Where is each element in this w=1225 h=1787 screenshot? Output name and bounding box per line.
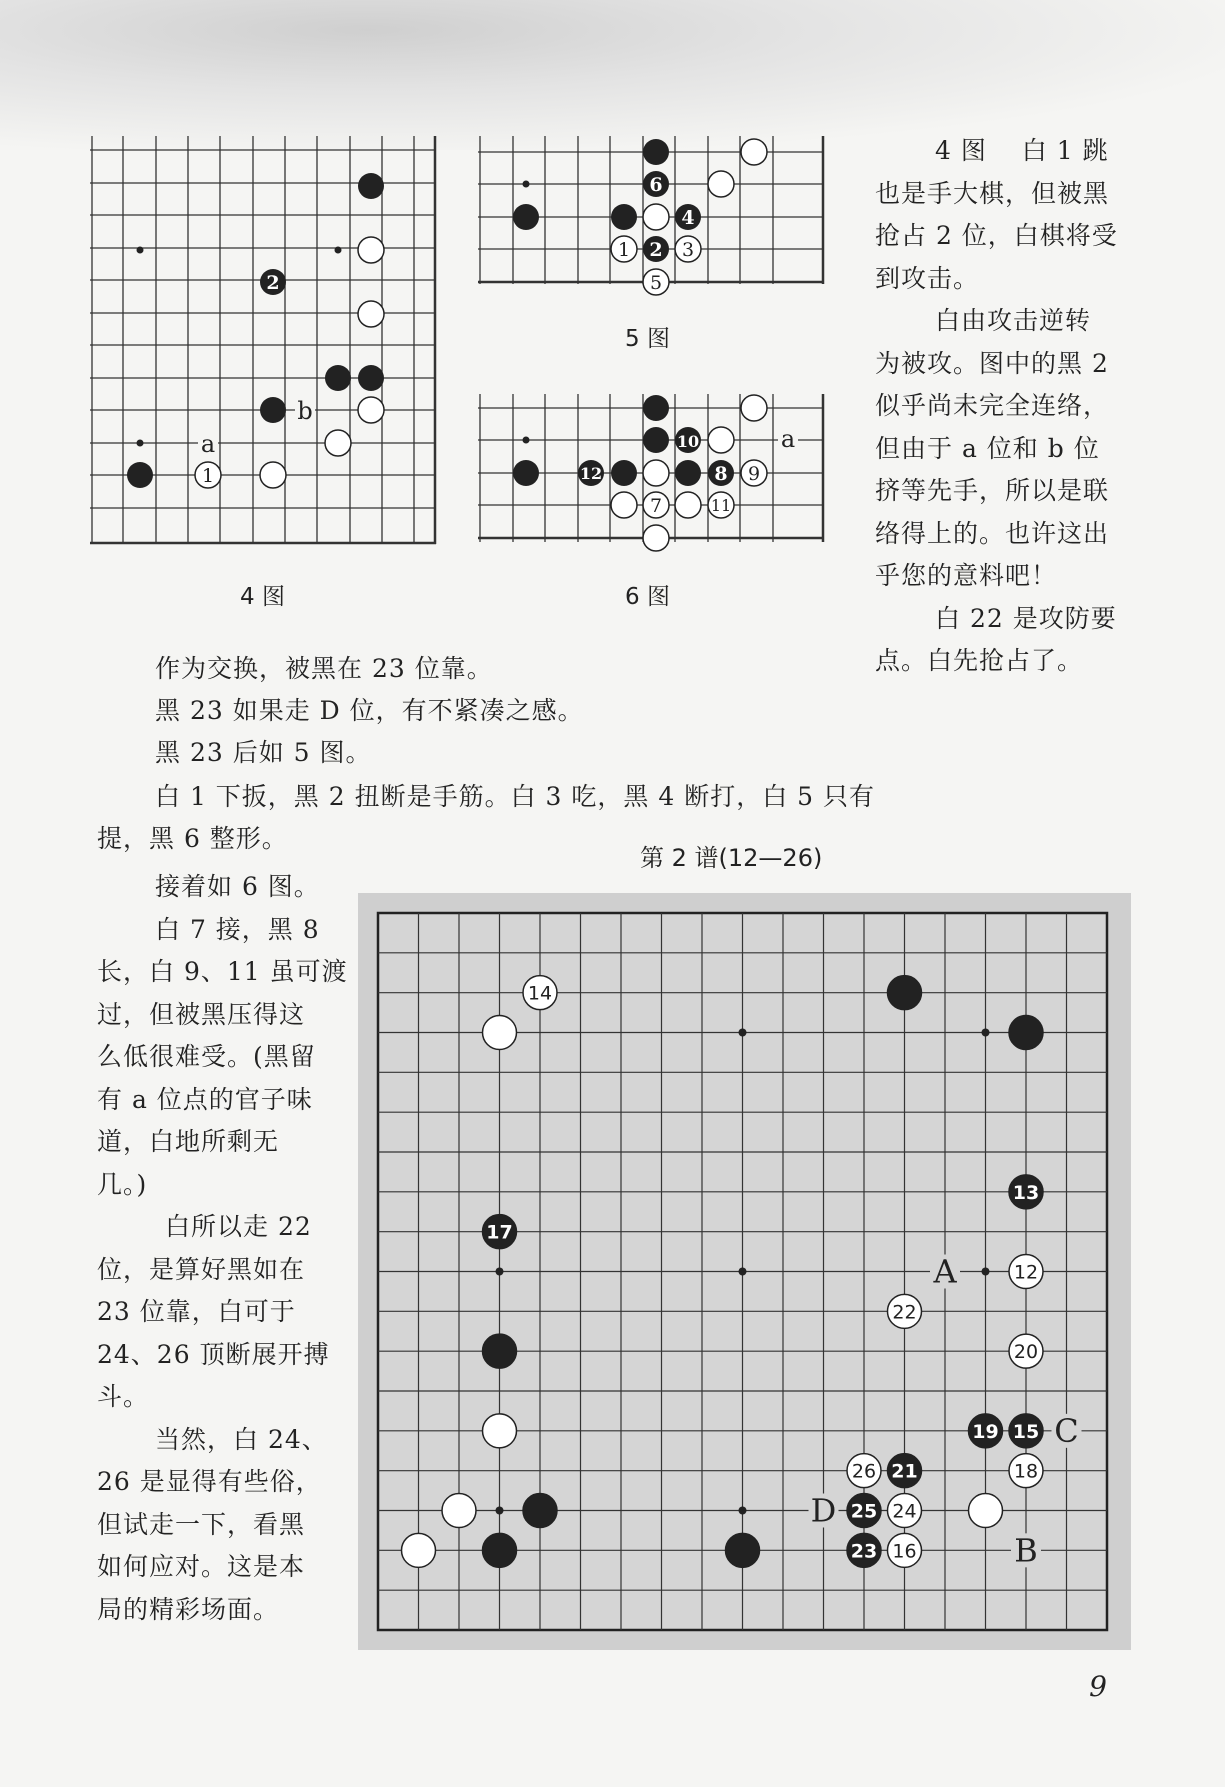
move-number: 4 (681, 207, 695, 229)
white-stone (969, 1494, 1003, 1528)
move-number: 13 (1012, 1181, 1040, 1204)
text-line: 也是手大棋，但被黑 (875, 178, 1110, 208)
left-column-text (97, 866, 348, 1631)
white-stone (741, 395, 767, 421)
move-number: 26 (851, 1460, 877, 1483)
white-stone (741, 139, 767, 165)
text-line: 白由攻击逆转 (935, 306, 1092, 335)
move-number: 19 (972, 1420, 999, 1443)
body-text-line: 黑 23 后如 5 图。 (155, 738, 372, 767)
point-label-a: a (780, 425, 796, 453)
white-stone (358, 397, 384, 423)
white-stone (358, 301, 384, 327)
text-line: 络得上的。也许这出 (875, 518, 1110, 548)
star-point (739, 1029, 747, 1037)
text-line: 到攻击。 (875, 263, 980, 293)
text-line: 26 是显得有些俗， (97, 1467, 322, 1496)
point-label-B: B (1014, 1531, 1038, 1570)
text-line: 白所以走 22 (165, 1212, 312, 1241)
move-number: 15 (1012, 1420, 1040, 1443)
text-line: 24、26 顶断展开搏 (97, 1339, 330, 1369)
point-label-A: A (933, 1252, 957, 1291)
black-stone (675, 460, 701, 486)
text-line: 抢占 2 位，白棋将受 (875, 221, 1118, 250)
caption-fig6: 6 图 (625, 584, 670, 610)
move-number: 1 (201, 465, 215, 487)
black-stone (611, 204, 637, 230)
text-line: 白 22 是攻防要 (935, 603, 1117, 633)
move-number: 12 (1013, 1261, 1039, 1284)
move-number: 7 (649, 495, 663, 517)
move-number: 25 (850, 1500, 878, 1523)
point-label-b: b (297, 397, 313, 425)
white-stone (325, 430, 351, 456)
diagram-fig4 (90, 136, 440, 546)
text-line: 但由于 a 位和 b 位 (875, 433, 1100, 463)
diagram-fig5 (478, 136, 828, 294)
black-stone (523, 1494, 557, 1528)
text-line: 4 图 白 1 跳 (935, 136, 1109, 165)
page-number: 9 (1089, 1670, 1107, 1703)
white-stone (260, 462, 286, 488)
move-number: 8 (714, 463, 728, 485)
white-stone (643, 525, 669, 551)
white-stone (675, 492, 701, 518)
body-text-line: 作为交换，被黑在 23 位靠。 (155, 654, 493, 683)
text-line: 白 7 接，黑 8 (155, 914, 320, 944)
white-stone (708, 171, 734, 197)
black-stone (1009, 1016, 1043, 1050)
text-line: 有 a 位点的官子味 (97, 1084, 313, 1114)
text-line: 挤等先手，所以是联 (875, 476, 1110, 505)
star-point (982, 1268, 990, 1276)
black-stone (643, 427, 669, 453)
white-stone (402, 1533, 436, 1567)
text-line: 位，是算好黑如在 (97, 1254, 306, 1284)
text-line: 但试走一下，看黑 (97, 1509, 306, 1539)
move-number: 9 (747, 463, 761, 485)
white-stone (483, 1414, 517, 1448)
move-number: 6 (649, 174, 663, 196)
star-point (982, 1029, 990, 1037)
move-number: 2 (649, 239, 663, 261)
point-label-D: D (810, 1491, 837, 1530)
black-stone (483, 1533, 517, 1567)
black-stone (643, 139, 669, 165)
black-stone (513, 460, 539, 486)
move-number: 18 (1013, 1460, 1039, 1483)
move-number: 23 (850, 1540, 878, 1563)
text-line: 如何应对。这是本 (97, 1552, 306, 1581)
header-decoration (0, 0, 1225, 150)
black-stone (483, 1334, 517, 1368)
move-number: 12 (579, 464, 603, 483)
black-stone (358, 365, 384, 391)
move-number: 10 (676, 432, 700, 451)
move-number: 1 (617, 239, 631, 261)
caption-fig5: 5 图 (625, 326, 670, 352)
point-label-a: a (200, 430, 216, 458)
black-stone (325, 365, 351, 391)
text-line: 么低很难受。(黑留 (97, 1042, 316, 1071)
black-stone (127, 462, 153, 488)
text-line: 乎您的意料吧！ (875, 561, 1058, 590)
black-stone (358, 173, 384, 199)
body-text-line: 黑 23 如果走 D 位，有不紧凑之感。 (155, 696, 584, 725)
text-line: 长，白 9、11 虽可渡 (97, 957, 348, 986)
star-point (496, 1268, 504, 1276)
white-stone (358, 237, 384, 263)
diagram-fig6 (478, 394, 828, 554)
white-stone (643, 204, 669, 230)
right-column-text (875, 130, 1118, 683)
text-line: 局的精彩场面。 (97, 1594, 280, 1624)
move-number: 24 (892, 1500, 917, 1523)
caption-fig4: 4 图 (240, 584, 285, 610)
main-go-board (358, 893, 1131, 1650)
white-stone (643, 460, 669, 486)
point-label-C: C (1054, 1411, 1079, 1450)
black-stone (726, 1533, 760, 1567)
main-diagram-caption: 第 2 谱(12—26) (640, 844, 823, 872)
text-line: 斗。 (97, 1382, 150, 1411)
text-line: 几。) (97, 1169, 148, 1199)
white-stone (708, 427, 734, 453)
move-number: 11 (710, 496, 732, 515)
black-stone (611, 460, 637, 486)
move-number: 20 (1013, 1341, 1039, 1364)
white-stone (611, 492, 637, 518)
black-stone (513, 204, 539, 230)
star-point (739, 1507, 747, 1515)
star-point (496, 1507, 504, 1515)
move-number: 16 (892, 1540, 917, 1563)
text-line: 点。白先抢占了。 (875, 646, 1084, 675)
body-text-line: 提，黑 6 整形。 (97, 824, 288, 853)
text-line: 23 位靠，白可于 (97, 1297, 296, 1326)
move-number: 2 (266, 272, 280, 294)
black-stone (260, 397, 286, 423)
move-number: 22 (892, 1301, 917, 1324)
move-number: 17 (486, 1221, 513, 1244)
body-text-line: 白 1 下扳，黑 2 扭断是手筋。白 3 吃，黑 4 断打，白 5 只有 (155, 782, 875, 811)
black-stone (888, 976, 922, 1010)
white-stone (483, 1016, 517, 1050)
text-line: 过，但被黑压得这 (97, 999, 306, 1029)
text-line: 为被攻。图中的黑 2 (875, 348, 1109, 378)
move-number: 5 (649, 272, 663, 294)
star-point (739, 1268, 747, 1276)
move-number: 14 (527, 982, 553, 1005)
text-line: 道，白地所剩无 (97, 1127, 280, 1156)
white-stone (442, 1494, 476, 1528)
move-number: 3 (681, 239, 695, 261)
text-line: 似乎尚未完全连络， (875, 391, 1110, 420)
text-line: 接着如 6 图。 (155, 872, 320, 901)
move-number: 21 (891, 1460, 918, 1483)
text-line: 当然，白 24、 (155, 1424, 328, 1454)
black-stone (643, 395, 669, 421)
